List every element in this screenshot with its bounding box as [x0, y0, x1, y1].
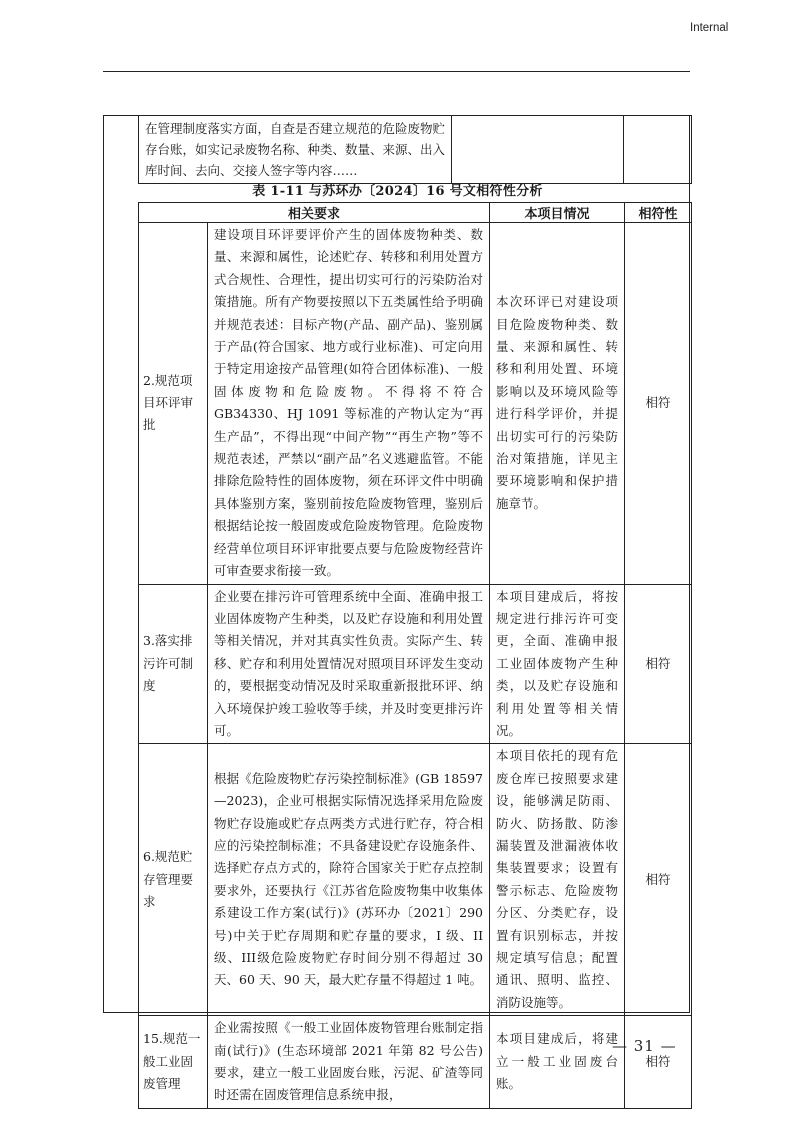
row-requirement: 企业需按照《一般工业固体废物管理台账制定指南(试行)》(生态环境部 2021 年第 82 号公告)要求，建立一般工业固废台账，污泥、矿渣等同时还需在固废管理信息系统申报，	[208, 1016, 490, 1109]
header-conformity: 相符性	[625, 203, 692, 223]
table-header-row	[139, 203, 692, 223]
row-requirement: 企业要在排污许可管理系统中全面、准确申报工业固体废物产生种类，以及贮存设施和利用处置等相关情况，并对其真实性负责。实际产生、转移、贮存和利用处置情况对照项目环评发生变动的，要根据变动情况及时采取重新报批环评、纳入环境保护竣工验收等手续，并及时变更排污许可。	[208, 584, 490, 744]
continued-conformity-cell	[624, 116, 692, 184]
row-item: 2.规范项目环评审批	[139, 223, 208, 585]
table-title: 表 1-11 与苏环办〔2024〕16 号文相符性分析	[252, 184, 543, 199]
row-conformity: 相符	[625, 744, 692, 1016]
continued-situation-cell	[452, 116, 624, 184]
row-situation: 本次环评已对建设项目危险废物种类、数量、来源和属性、转移和利用处置、环境影响以及环境风险等进行科学评价，并提出切实可行的污染防治对策措施，详见主要环境影响和保护措施章节。	[490, 223, 625, 585]
row-requirement: 根据《危险废物贮存污染控制标准》(GB 18597—2023)，企业可根据实际情况选择采用危险废物贮存设施或贮存点两类方式进行贮存，符合相应的污染控制标准；不具备建设贮存设施条件、选择贮存点方式的，除符合国家关于贮存点控制要求外，还要执行《江苏省危险废物集中收集体系建设工作方案(试行)》(苏环办〔2021〕290 号)中关于贮存周期和贮存量的要求，I 级、II级、III级危险废物贮存时间分别不得超过 30 天、60 天、90 天，最大贮存量不得超过 1 吨。	[208, 744, 490, 1016]
page-number: — 31 —	[612, 1037, 677, 1055]
header-rule	[103, 71, 690, 72]
row-item: 6.规范贮存管理要求	[139, 744, 208, 1016]
row-situation: 本项目依托的现有危废仓库已按照要求建设，能够满足防雨、防火、防扬散、防渗漏装置及泄漏液体收集装置要求；设置有警示标志、危险废物分区、分类贮存，设置有识别标志，并按规定填写信息；配置通讯、照明、监控、消防设施等。	[490, 744, 625, 1016]
continued-table	[138, 115, 692, 184]
row-conformity: 相符	[625, 223, 692, 585]
table-row	[139, 744, 692, 1016]
row-conformity: 相符	[625, 584, 692, 744]
row-requirement: 建设项目环评要评价产生的固体废物种类、数量、来源和属性，论述贮存、转移和利用处置方式合规性、合理性，提出切实可行的污染防治对策措施。所有产物要按照以下五类属性给予明确并规范表述：目标产物(产品、副产品)、鉴别属于产品(符合国家、地方或行业标准)、可定向用于特定用途按产品管理(如符合团体标准)、一般固体废物和危险废物。不得将不符合 GB34330、HJ 1091 等标准的产物认定为“再生产品”，不得出现“中间产物”“再生产物”等不规范表述，严禁以“副产品”名义逃避监管。不能排除危险特性的固体废物，须在环评文件中明确具体鉴别方案，鉴别前按危险废物管理，鉴别后根据结论按一般固废或危险废物管理。危险废物经营单位项目环评审批要点要与危险废物经营许可审查要求衔接一致。	[208, 223, 490, 585]
row-situation: 本项目建成后，将建立一般工业固废台账。	[490, 1016, 625, 1109]
row-conformity: 相符	[625, 1016, 692, 1109]
continued-requirement-cell: 在管理制度落实方面，自查是否建立规范的危险废物贮存台账，如实记录废物名称、种类、数量、来源、出入库时间、去向、交接人签字等内容……	[139, 116, 452, 184]
table-row	[139, 1016, 692, 1109]
row-item: 3.落实排污许可制度	[139, 584, 208, 744]
row-situation: 本项目建成后，将按规定进行排污许可变更，全面、准确申报工业固体废物产生种类，以及贮存设施和利用处置等相关情况。	[490, 584, 625, 744]
table-row	[139, 223, 692, 585]
row-item: 15.规范一般工业固废管理	[139, 1016, 208, 1109]
header-requirement: 相关要求	[139, 203, 490, 223]
table-row	[139, 584, 692, 744]
conformity-table	[138, 202, 692, 1109]
classification-label: Internal	[690, 22, 729, 34]
header-situation: 本项目情况	[490, 203, 625, 223]
